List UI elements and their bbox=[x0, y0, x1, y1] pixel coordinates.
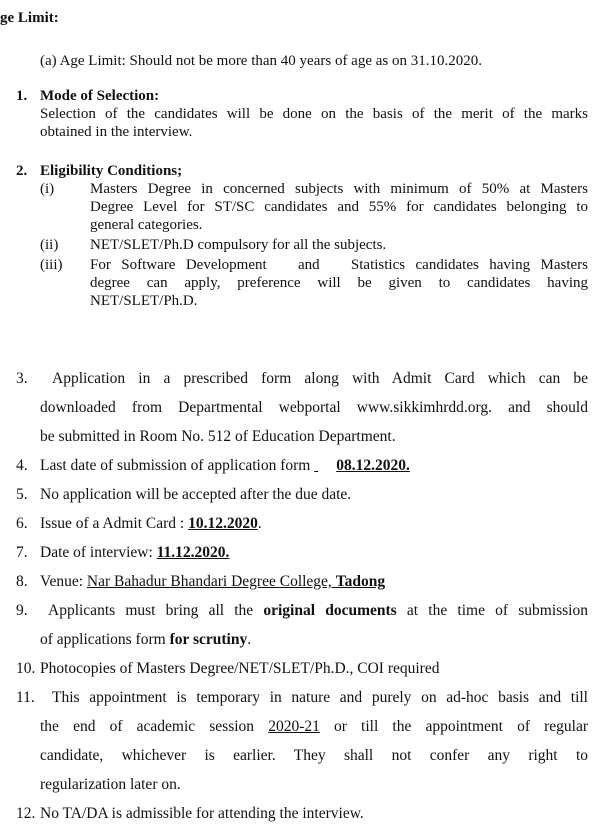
item1-line1: Selection of the candidates will be done on the basis of the merit of the marks bbox=[40, 106, 588, 122]
item8-text: Venue: bbox=[40, 573, 87, 590]
item2-title: Eligibility Conditions; bbox=[40, 163, 183, 179]
item11-session: 2020-21 bbox=[268, 718, 320, 735]
item8-venue: Nar Bahadur Bhandari Degree College, bbox=[86, 573, 336, 590]
item2-sub-iii-line1: For Software Development and Statistics candidates having Masters bbox=[90, 257, 588, 273]
item9-number: 9. bbox=[16, 602, 28, 619]
item4-text: Last date of submission of application form bbox=[40, 457, 315, 474]
item7-number: 7. bbox=[16, 544, 28, 561]
item4-blank-underline bbox=[314, 456, 336, 475]
item7-date: 11.12.2020. bbox=[156, 544, 230, 561]
item3-line1: Application in a prescribed form along with Admit Card which can be bbox=[52, 370, 588, 387]
item11-line1: This appointment is temporary in nature and purely on ad-hoc basis and till bbox=[52, 689, 588, 706]
item9-line1-a: Applicants must bring all the bbox=[48, 602, 264, 619]
item8-place: Tadong bbox=[335, 573, 386, 590]
age-limit-line: (a) Age Limit: Should not be more than 40 years of age as on 31.10.2020. bbox=[40, 53, 482, 69]
item3-line2: downloaded from Departmental webportal www.sikkimhrdd.org. and should bbox=[40, 399, 588, 416]
item6-text: Issue of a Admit Card : bbox=[40, 515, 189, 532]
item1-title: Mode of Selection: bbox=[40, 88, 160, 104]
item1-number: 1. bbox=[16, 88, 28, 104]
item6-line bbox=[40, 514, 262, 533]
item9-original-documents: original documents bbox=[263, 602, 397, 619]
item9-for-scrutiny: for scrutiny bbox=[169, 631, 248, 648]
item5-number: 5. bbox=[16, 486, 28, 503]
item10-number: 10. bbox=[16, 660, 36, 677]
item6-period: . bbox=[257, 515, 262, 532]
item11-number: 11. bbox=[16, 689, 35, 706]
item3-number: 3. bbox=[16, 370, 28, 387]
item2-sub-ii-label: (ii) bbox=[40, 237, 59, 253]
item6-date: 10.12.2020 bbox=[188, 515, 258, 532]
item11-line4: regularization later on. bbox=[40, 776, 181, 793]
item2-sub-iii-line3: NET/SLET/Ph.D. bbox=[90, 293, 198, 309]
item2-sub-i-line1: Masters Degree in concerned subjects with minimum of 50% at Masters bbox=[90, 181, 588, 197]
item11-line3: candidate, whichever is earlier. They shall not confer any right to bbox=[40, 747, 588, 764]
item7-line bbox=[40, 543, 229, 562]
item10-text: Photocopies of Masters Degree/NET/SLET/Ph.D., COI required bbox=[40, 660, 440, 677]
item1-line2: obtained in the interview. bbox=[40, 124, 193, 140]
item4-line bbox=[40, 456, 410, 475]
item4-number: 4. bbox=[16, 457, 28, 474]
item12-number: 12. bbox=[16, 805, 36, 822]
item2-sub-ii-line1: NET/SLET/Ph.D compulsory for all the subjects. bbox=[90, 237, 387, 253]
item8-number: 8. bbox=[16, 573, 28, 590]
item9-line2 bbox=[40, 630, 251, 649]
item6-number: 6. bbox=[16, 515, 28, 532]
item9-line1-c: at the time of submission bbox=[396, 602, 588, 619]
item2-sub-i-label: (i) bbox=[40, 181, 55, 197]
item8-line bbox=[40, 572, 385, 591]
item3-line3: be submitted in Room No. 512 of Education Department. bbox=[40, 428, 396, 445]
item11-line2-c: or till the appointment of regular bbox=[319, 718, 589, 735]
item2-number: 2. bbox=[16, 163, 28, 179]
item2-sub-i-line2: Degree Level for ST/SC candidates and 55% for candidates belonging to bbox=[90, 199, 588, 215]
item9-line2-a: of applications form bbox=[40, 631, 170, 648]
item9-line1 bbox=[48, 601, 588, 620]
item9-line2-c: . bbox=[247, 631, 252, 648]
item4-date: 08.12.2020. bbox=[336, 457, 410, 474]
item5-text: No application will be accepted after the due date. bbox=[40, 486, 352, 503]
item2-sub-iii-line2: degree can apply, preference will be given to candidates having bbox=[90, 275, 588, 291]
item11-line2 bbox=[40, 717, 588, 736]
item2-sub-i-line3: general categories. bbox=[90, 217, 203, 233]
item2-sub-iii-label: (iii) bbox=[40, 257, 63, 273]
age-limit-heading: ge Limit: bbox=[0, 10, 59, 26]
item12-text: No TA/DA is admissible for attending the interview. bbox=[40, 805, 364, 822]
item7-text: Date of interview: bbox=[40, 544, 157, 561]
item11-line2-a: the end of academic session bbox=[40, 718, 269, 735]
